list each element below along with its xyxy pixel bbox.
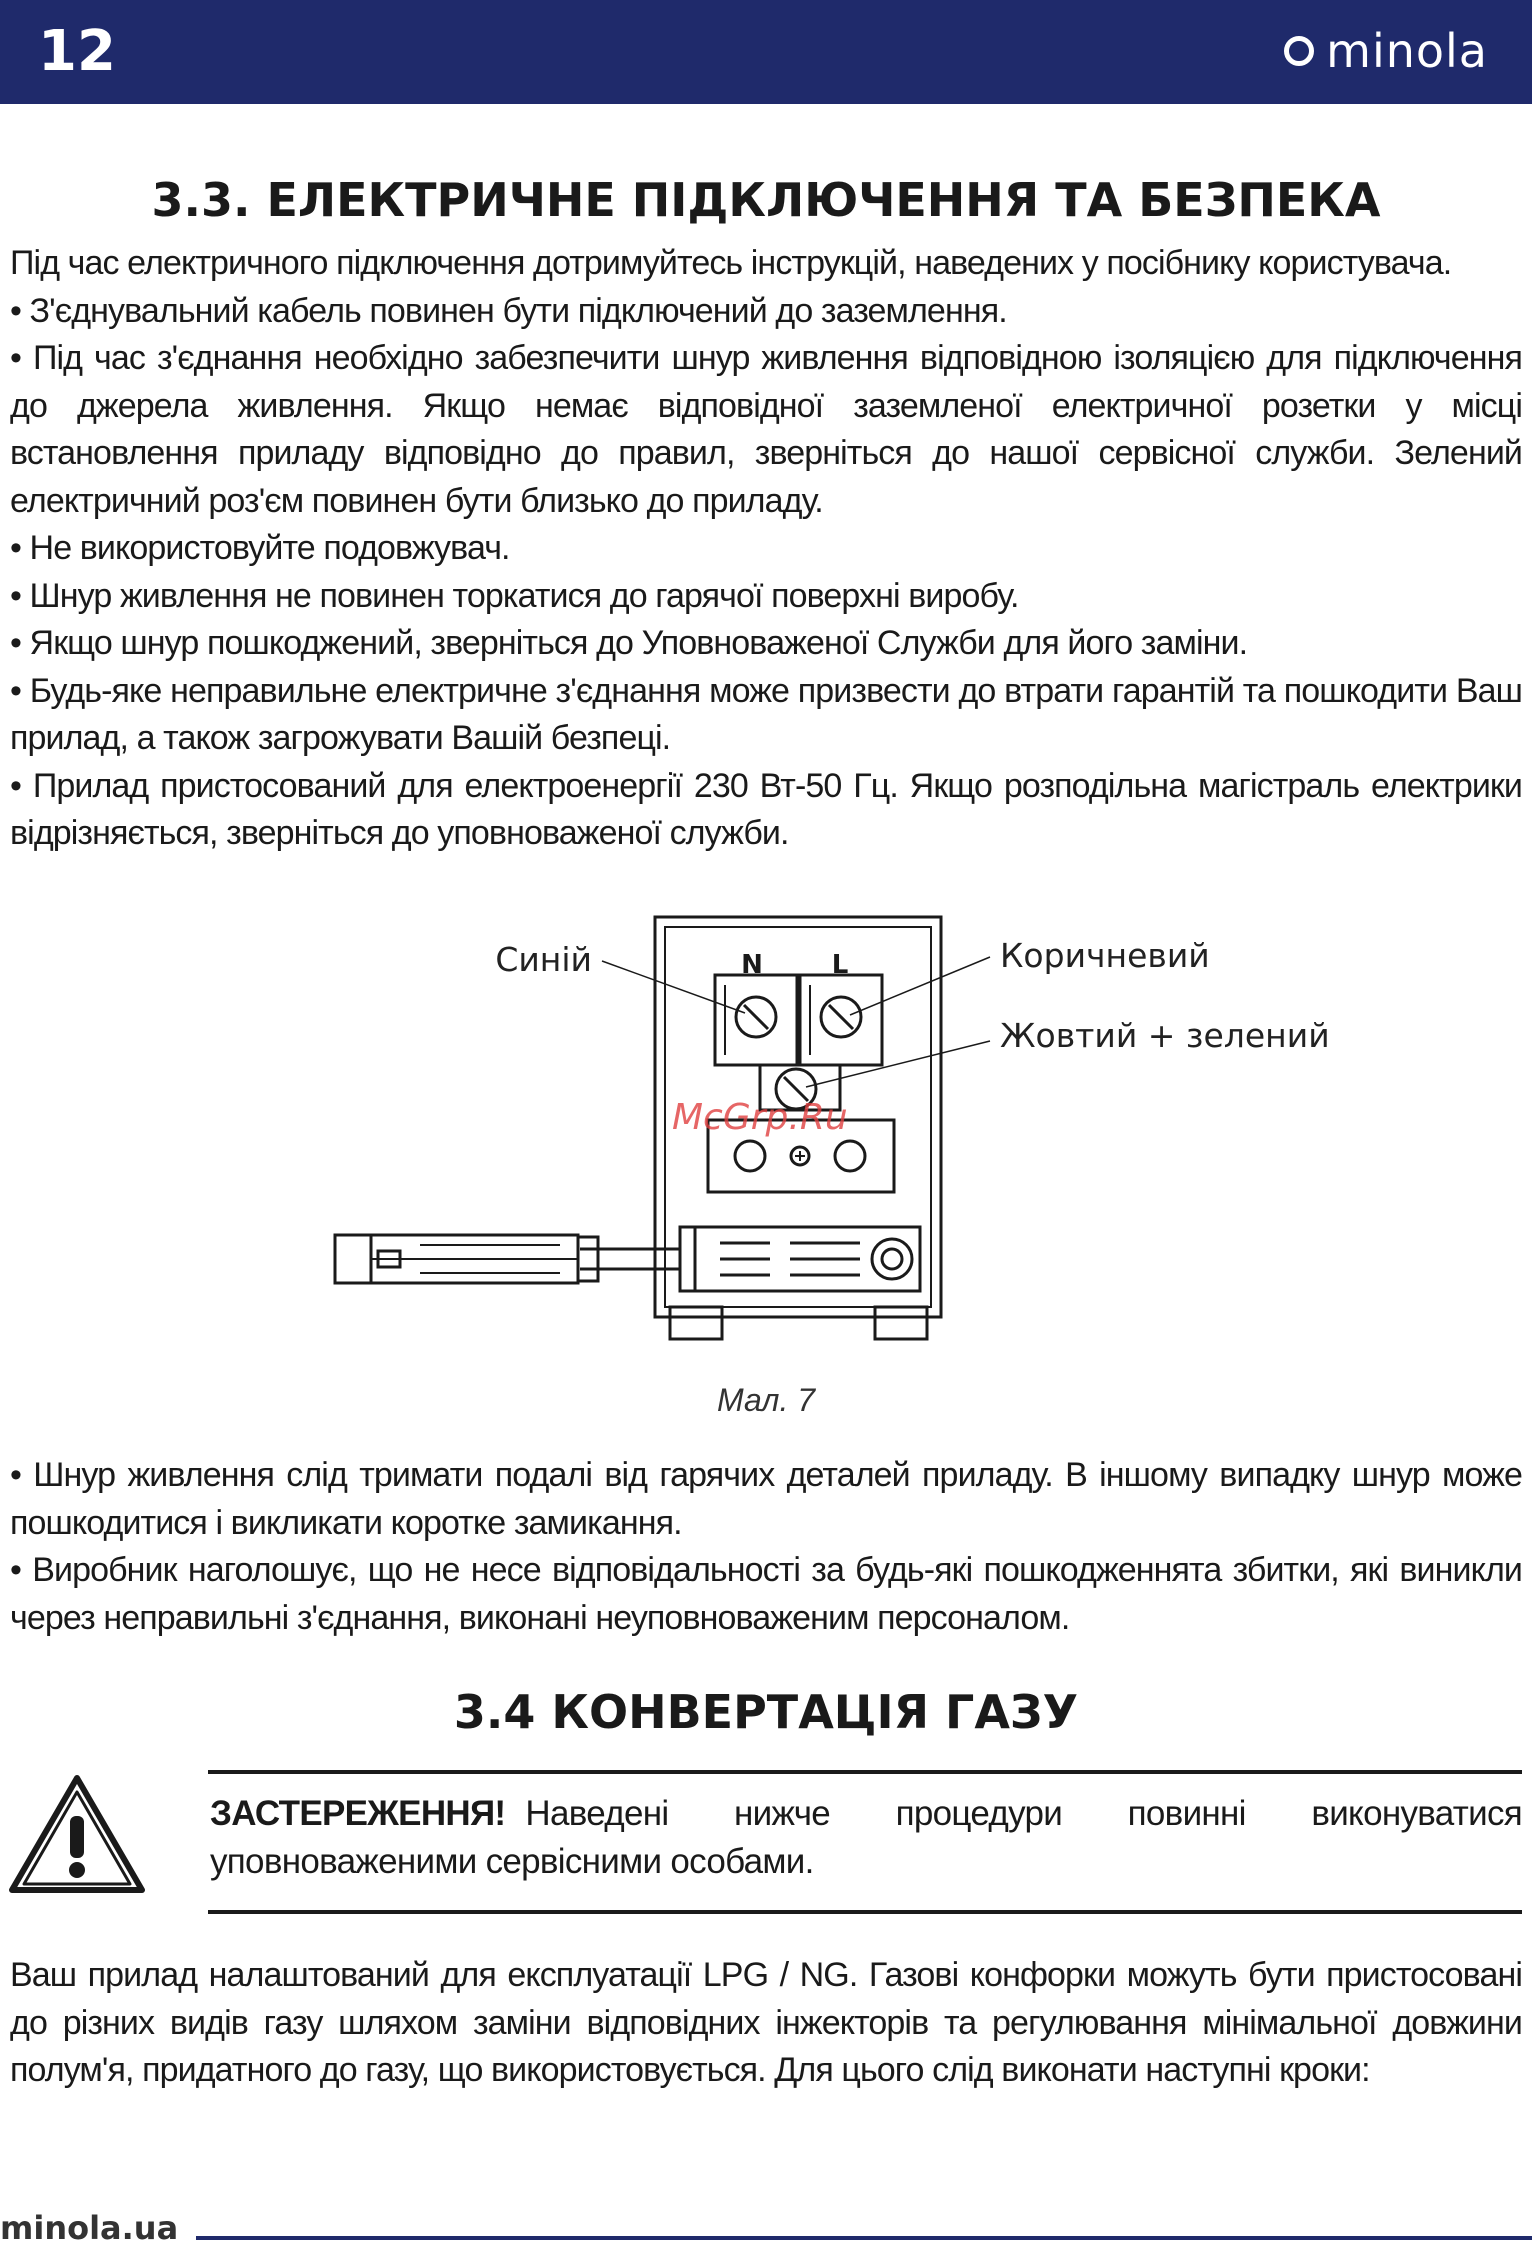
paragraph: Під час електричного підключення дотримуйтесь інструкцій, наведених у посібнику користувача. <box>10 244 1452 282</box>
section-33-title: 3.3. ЕЛЕКТРИЧНЕ ПІДКЛЮЧЕННЯ ТА БЕЗПЕКА <box>151 173 1381 227</box>
section-33-text <box>10 240 1522 858</box>
brand-ring-icon <box>1284 36 1314 66</box>
warning-note <box>210 1790 1522 1886</box>
brand-name: minola <box>1326 24 1488 78</box>
footer-line <box>196 2236 1532 2240</box>
label-ground: Жовтий + зелений <box>1000 1016 1330 1055</box>
page-number: 12 <box>38 19 116 84</box>
watermark: McGrp.Ru <box>672 1097 848 1138</box>
bullet-item: • Виробник наголошує, що не несе відповідальності за будь-які пошкодженнята збитки, які виникли через неправильні з'єднання, виконані неуповноваженим персоналом. <box>10 1551 1522 1637</box>
page-header <box>0 0 1532 104</box>
paragraph: Ваш прилад налаштований для експлуатації LPG / NG. Газові конфорки можуть бути пристосовані до різних видів газу шляхом заміни відповідних інжекторів та регулювання мінімальної довжини полум'я, придатного до газу, що використовується. Для цього слід виконати наступні кроки: <box>10 1956 1522 2089</box>
brand-logo <box>1284 22 1488 80</box>
footer-site: minola.ua <box>0 2209 179 2247</box>
terminal-n-label: N <box>741 950 763 980</box>
divider-bottom <box>208 1910 1522 1914</box>
label-blue: Синій <box>495 940 592 979</box>
bullet-item: • Не використовуйте подовжувач. <box>10 529 510 567</box>
label-brown: Коричневий <box>1000 936 1210 975</box>
terminal-l-label: L <box>831 950 849 980</box>
bullet-item: • Будь-яке неправильне електричне з'єднання може призвести до втрати гарантій та пошкодити Ваш прилад, а також загрожувати Вашій безпеці. <box>10 671 1522 757</box>
bullet-item: • Якщо шнур пошкоджений, зверніться до Уповноваженої Служби для його заміни. <box>10 624 1248 662</box>
warning-triangle-icon <box>6 1772 148 1898</box>
wiring-diagram <box>320 905 1340 1365</box>
section-33-text-after <box>10 1452 1522 1642</box>
figure-caption: Мал. 7 <box>716 1382 816 1418</box>
section-34-title: 3.4 КОНВЕРТАЦІЯ ГАЗУ <box>453 1685 1079 1739</box>
divider-top <box>208 1770 1522 1774</box>
warning-label: ЗАСТЕРЕЖЕННЯ! <box>210 1794 506 1833</box>
section-34-text <box>10 1952 1522 2095</box>
warning-text: Наведені нижче процедури повинні виконуватися уповноваженими сервісними особами. <box>210 1794 1522 1881</box>
terminal-block-drawing <box>320 905 1340 1365</box>
bullet-item: • Під час з'єднання необхідно забезпечити шнур живлення відповідною ізоляцією для підключення до джерела живлення. Якщо немає відповідної заземленої електричної розетки у місці встановлення приладу відповідно до правил, зверніться до нашої сервісної служби. Зелений електричний роз'єм повинен бути близько до приладу. <box>10 339 1522 520</box>
bullet-item: • Шнур живлення слід тримати подалі від гарячих деталей приладу. В іншому випадку шнур може пошкодитися і викликати коротке замикання. <box>10 1456 1522 1542</box>
bullet-item: • Прилад пристосований для електроенергії 230 Вт-50 Гц. Якщо розподільна магістраль електрики відрізняється, зверніться до уповноваженої служби. <box>10 766 1522 852</box>
bullet-item: • З'єднувальний кабель повинен бути підключений до заземлення. <box>10 291 1007 330</box>
bullet-item: • Шнур живлення не повинен торкатися до гарячої поверхні виробу. <box>10 576 1019 615</box>
